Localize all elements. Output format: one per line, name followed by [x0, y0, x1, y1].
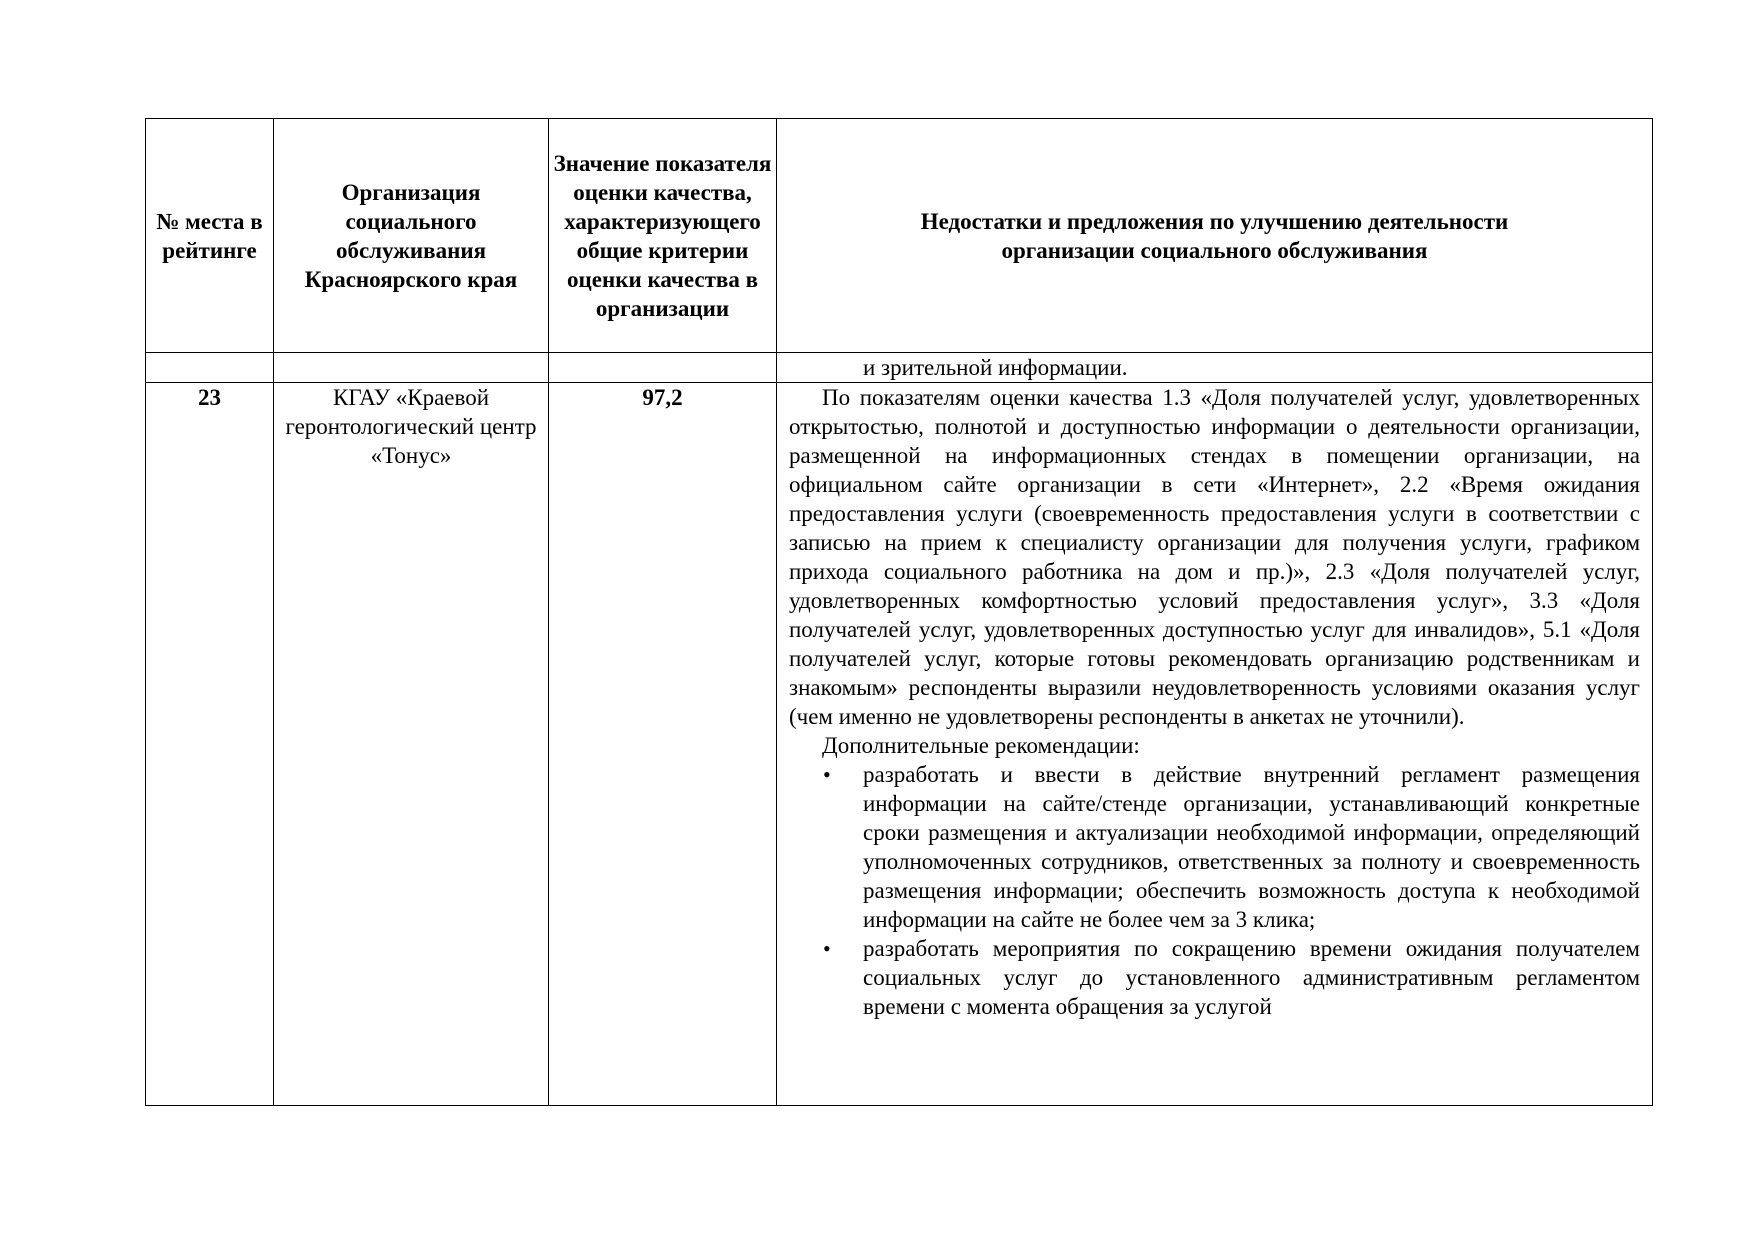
shortcomings-cell — [777, 383, 1653, 1106]
table-header-row — [146, 119, 1653, 353]
header-organization: Организация социального обслуживания Красноярского края — [274, 119, 549, 353]
table-row — [146, 383, 1653, 1106]
continuation-text: и зрительной информации. — [777, 353, 1653, 383]
recommendations-list — [789, 760, 1640, 1021]
organization-name: КГАУ «Краевой геронтологический центр «Тонус» — [274, 383, 549, 1106]
recommendations-heading: Дополнительные рекомендации: — [822, 733, 1140, 758]
cell-empty — [274, 353, 549, 383]
cell-empty — [146, 353, 274, 383]
findings-paragraph: По показателям оценки качества 1.3 «Доля получателей услуг, удовлетворенных открытостью, полнотой и доступностью информации о деятельности организации, размещенной на информационных стендах в помещении организации, на официальном сайте организации в сети «Интернет», 2.2 «Время ожидания предоставления услуги (своевременность предоставления услуги в соответствии с записью на прием к специалисту организации для получения услуги, графиком прихода социального работника на дом и пр.)», 2.3 «Доля получателей услуг, удовлетворенных комфортностью условий предоставления услуг», 3.3 «Доля получателей услуг, удовлетворенных доступностью услуг для инвалидов», 5.1 «Доля получателей услуг, которые готовы рекомендовать организацию родственникам и знакомым» респонденты выразили неудовлетворенность условиями оказания услуг (чем именно не удовлетворены респонденты в анкетах не уточнили). — [789, 385, 1640, 729]
list-item-text: разработать и ввести в действие внутренний регламент размещения информации на сайте/стенде организации, устанавливающий конкретные сроки размещения и актуализации необходимой информации, определяющий уполномоченных сотрудников, ответственных за полноту и своевременность размещения информации; обеспечить возможность доступа к необходимой информации на сайте не более чем за 3 клика; — [863, 762, 1640, 932]
list-item-text: разработать мероприятия по сокращению времени ожидания получателем социальных услуг до установленного административным регламентом времени с момента обращения за услугой — [863, 936, 1640, 1019]
rating-table — [145, 118, 1653, 1106]
header-score: Значение показателя оценки качества, характеризующего общие критерии оценки качества в организации — [549, 119, 777, 353]
list-item — [823, 934, 1640, 1021]
list-item — [823, 760, 1640, 934]
table-row — [146, 353, 1653, 383]
bullet-icon: • — [823, 762, 831, 787]
score-value: 97,2 — [549, 383, 777, 1106]
place-value: 23 — [146, 383, 274, 1106]
header-place: № места в рейтинге — [146, 119, 274, 353]
bullet-icon: • — [823, 936, 831, 961]
cell-empty — [549, 353, 777, 383]
header-shortcomings: Недостатки и предложения по улучшению деятельности организации социального обслуживания — [777, 119, 1653, 353]
